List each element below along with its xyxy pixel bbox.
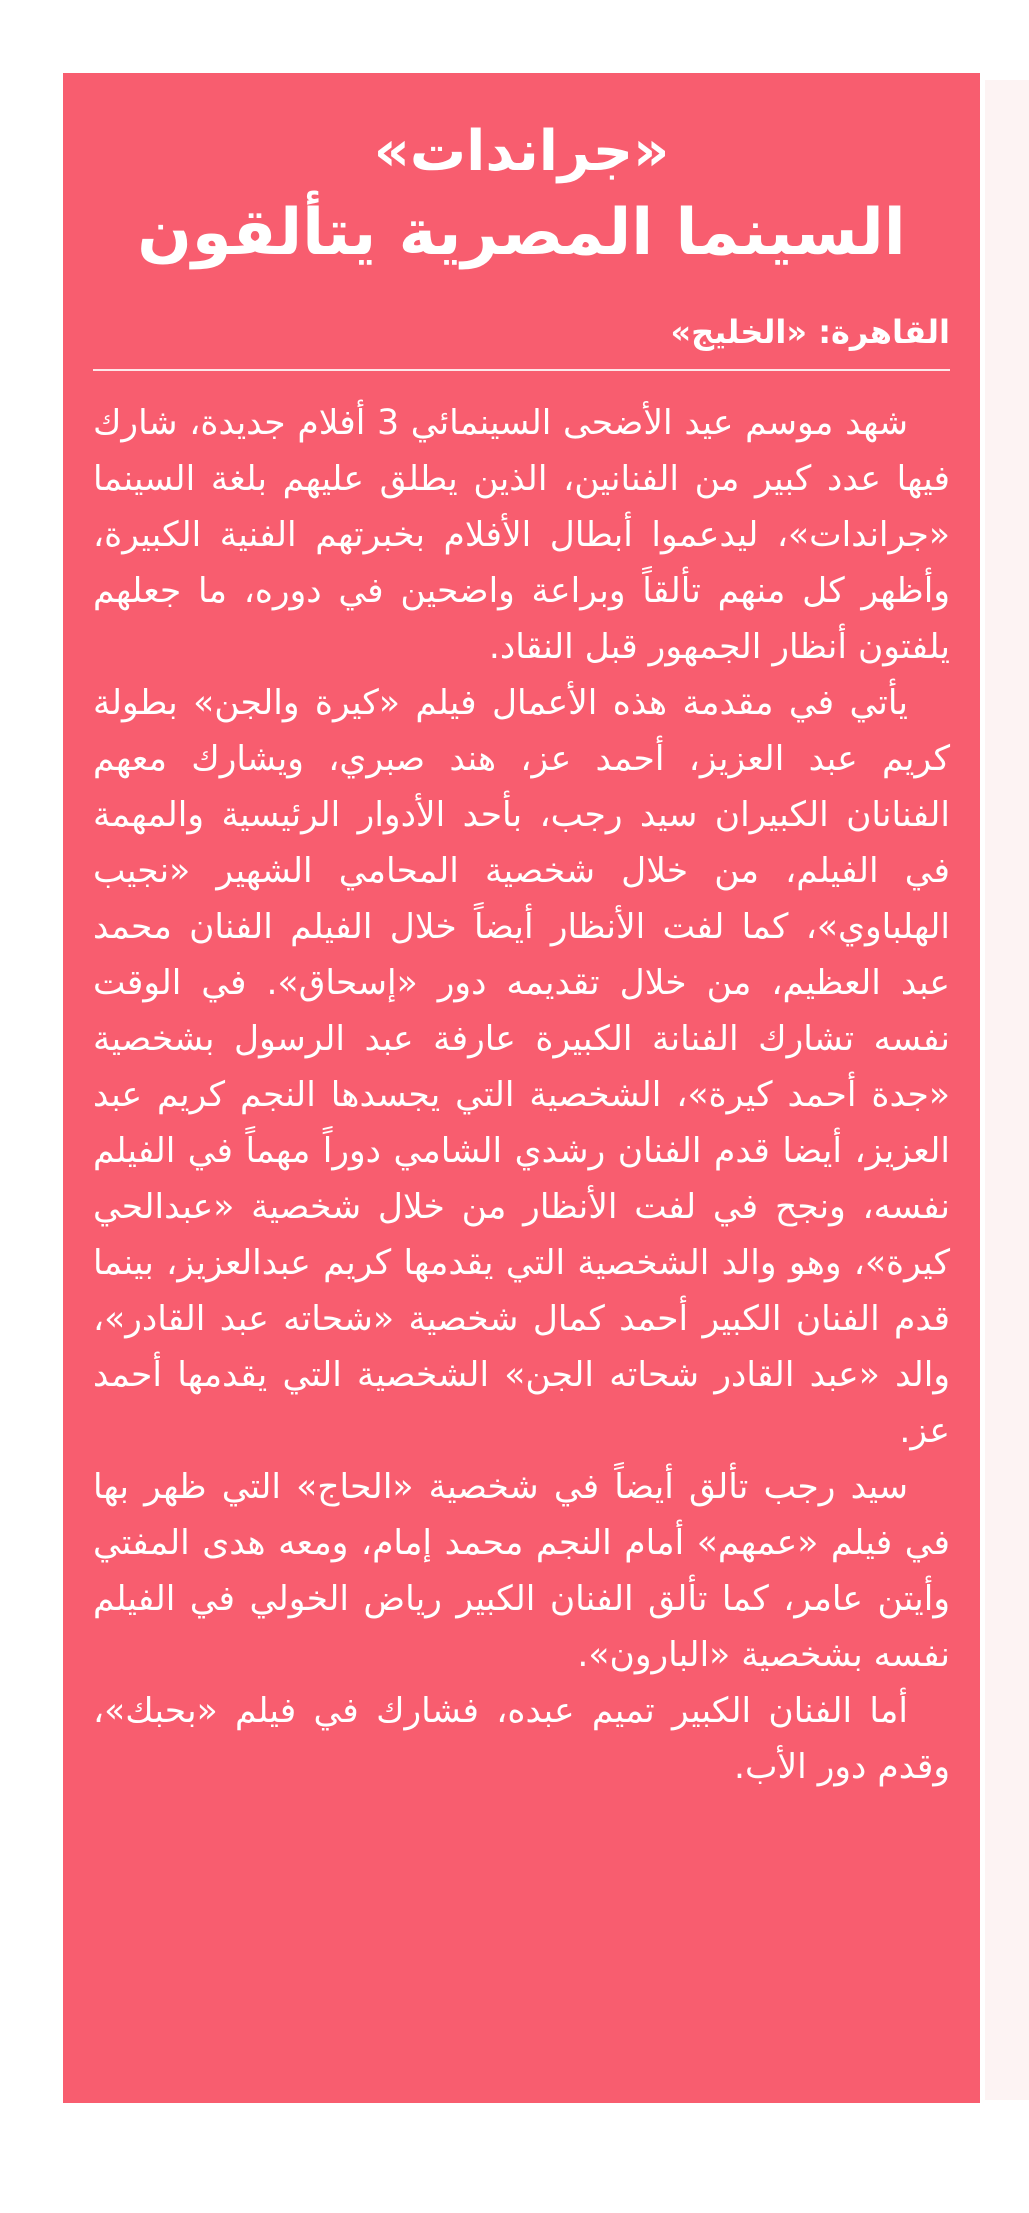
- article-byline: القاهرة: «الخليج»: [93, 313, 950, 371]
- page-edge-strip: [985, 80, 1029, 2100]
- article-panel: [63, 73, 980, 2103]
- article-paragraph-2: يأتي في مقدمة هذه الأعمال فيلم «كيرة والجن» بطولة كريم عبد العزيز، أحمد عز، هند صبري، ويشارك معهم الفنانان الكبيران سيد رجب، بأحد الأدوار الرئيسية والمهمة في الفيلم، من خلال شخصية المحامي الشهير «نجيب الهلباوي»، كما لفت الأنظار أيضاً خلال الفيلم الفنان محمد عبد العظيم، من خلال تقديمه دور «إسحاق». في الوقت نفسه تشارك الفنانة الكبيرة عارفة عبد الرسول بشخصية «جدة أحمد كيرة»، الشخصية التي يجسدها النجم كريم عبد العزيز، أيضا قدم الفنان رشدي الشامي دوراً مهماً في الفيلم نفسه، ونجح في لفت الأنظار من خلال شخصية «عبدالحي كيرة»، وهو والد الشخصية التي يقدمها كريم عبدالعزيز، بينما قدم الفنان الكبير أحمد كمال شخصية «شحاته عبد القادر»، والد «عبد القادر شحاته الجن» الشخصية التي يقدمها أحمد عز.: [93, 683, 950, 1452]
- article-body: [93, 395, 950, 1795]
- article-title-line-1: «جراندات»: [373, 119, 670, 184]
- article-title-line-2: السينما المصرية يتألقون: [137, 196, 906, 270]
- article-title: [93, 117, 950, 273]
- article-paragraph-3: سيد رجب تألق أيضاً في شخصية «الحاج» التي ظهر بها في فيلم «عمهم» أمام النجم محمد إمام، ومعه هدى المفتي وأيتن عامر، كما تألق الفنان الكبير رياض الخولي في الفيلم نفسه بشخصية «البارون».: [93, 1467, 950, 1676]
- article-paragraph-4: أما الفنان الكبير تميم عبده، فشارك في فيلم «بحبك»، وقدم دور الأب.: [93, 1691, 950, 1788]
- article-paragraph-1: شهد موسم عيد الأضحى السينمائي 3 أفلام جديدة، شارك فيها عدد كبير من الفنانين، الذين يطلق عليهم بلغة السينما «جراندات»، ليدعموا أبطال الأفلام بخبرتهم الفنية الكبيرة، وأظهر كل منهم تألقاً وبراعة واضحين في دوره، ما جعلهم يلفتون أنظار الجمهور قبل النقاد.: [93, 403, 950, 668]
